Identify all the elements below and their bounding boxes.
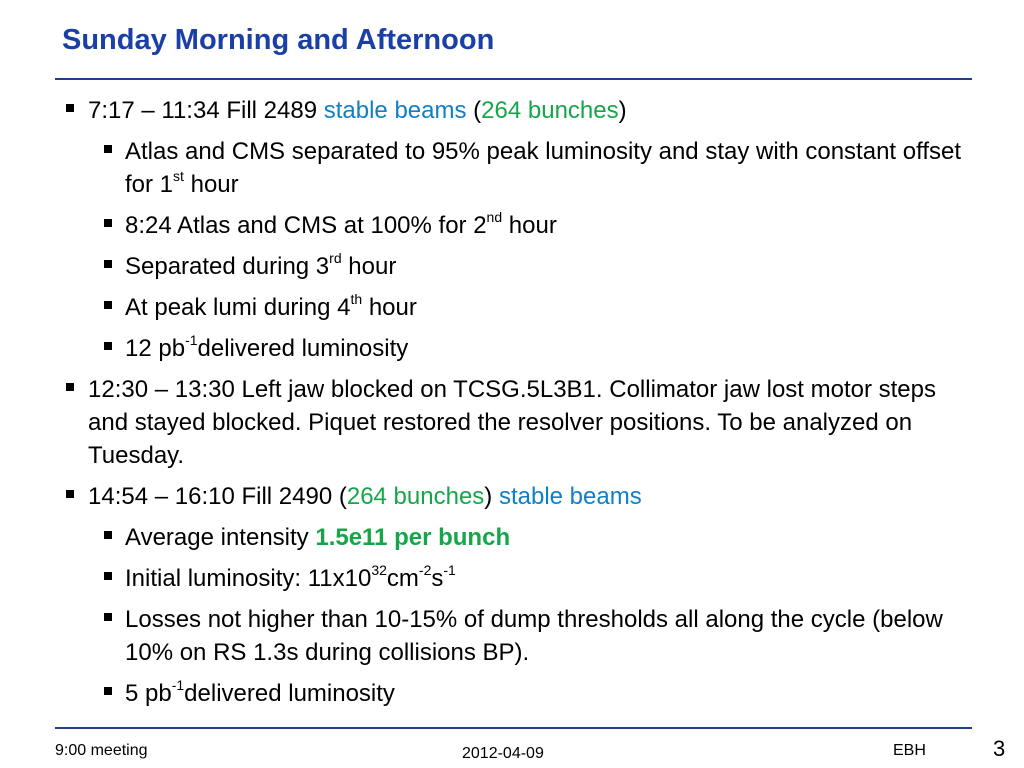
bullet-marker [66, 490, 74, 498]
bunches-label: 264 bunches [346, 483, 485, 510]
sub-bullet: At peak lumi during 4th hour [66, 291, 966, 324]
bullet-marker [104, 687, 112, 695]
sub-bullet: Average intensity 1.5e11 per bunch [66, 521, 966, 554]
bullet-fill-2490: 14:54 – 16:10 Fill 2490 (264 bunches) stable beams [66, 480, 966, 513]
intensity-highlight: 1.5e11 per bunch [315, 524, 511, 551]
footer-divider [55, 727, 972, 729]
bullet-fill-2489: 7:17 – 11:34 Fill 2489 stable beams (264 bunches) [66, 94, 966, 127]
stable-beams-label: stable beams [498, 483, 642, 510]
sub-bullet: 12 $pb^{-1}delivered$ luminosity [66, 332, 966, 365]
slide-body [66, 94, 966, 710]
sub-bullet: 5 $pb^{-1}delivered$ luminosity [66, 677, 966, 710]
bunches-label: 264 bunches [481, 97, 619, 124]
sub-bullet: Losses not higher than 10-15% of dump thresholds all along the cycle (below 10% on RS 1.3s during collisions BP). [66, 603, 966, 669]
page-number: 3 [993, 736, 1006, 761]
sub-bullet: Initial luminosity: $11x10^{32}cm^{-2}s^{-1}$ [66, 562, 966, 595]
bullet-marker [104, 260, 112, 268]
bullet-marker [104, 219, 112, 227]
footer-author: EBH [893, 742, 926, 759]
footer-date: 2012-04-09 [462, 745, 544, 762]
sub-bullet: Separated during 3rd hour [66, 250, 966, 283]
slide-title: Sunday Morning and Afternoon [62, 24, 495, 56]
bullet-marker [104, 145, 112, 153]
title-divider [55, 78, 972, 80]
sub-bullet: Atlas and CMS separated to 95% peak luminosity and stay with constant offset for 1st hour [66, 135, 966, 201]
footer-meeting: 9:00 meeting [55, 742, 148, 759]
bullet-marker [104, 342, 112, 350]
bullet-marker [66, 383, 74, 391]
stable-beams-label: stable beams [323, 97, 467, 124]
bullet-marker [104, 613, 112, 621]
bullet-marker [104, 531, 112, 539]
bullet-collimator-jaw: 12:30 – 13:30 Left jaw blocked on TCSG.5L3B1. Collimator jaw lost motor steps and stayed blocked. Piquet restored the resolver positions. To be analyzed on Tuesday. [66, 373, 966, 472]
bullet-marker [104, 301, 112, 309]
bullet-marker [66, 104, 74, 112]
bullet-marker [104, 572, 112, 580]
sub-bullet: 8:24 Atlas and CMS at 100% for 2nd hour [66, 209, 966, 242]
